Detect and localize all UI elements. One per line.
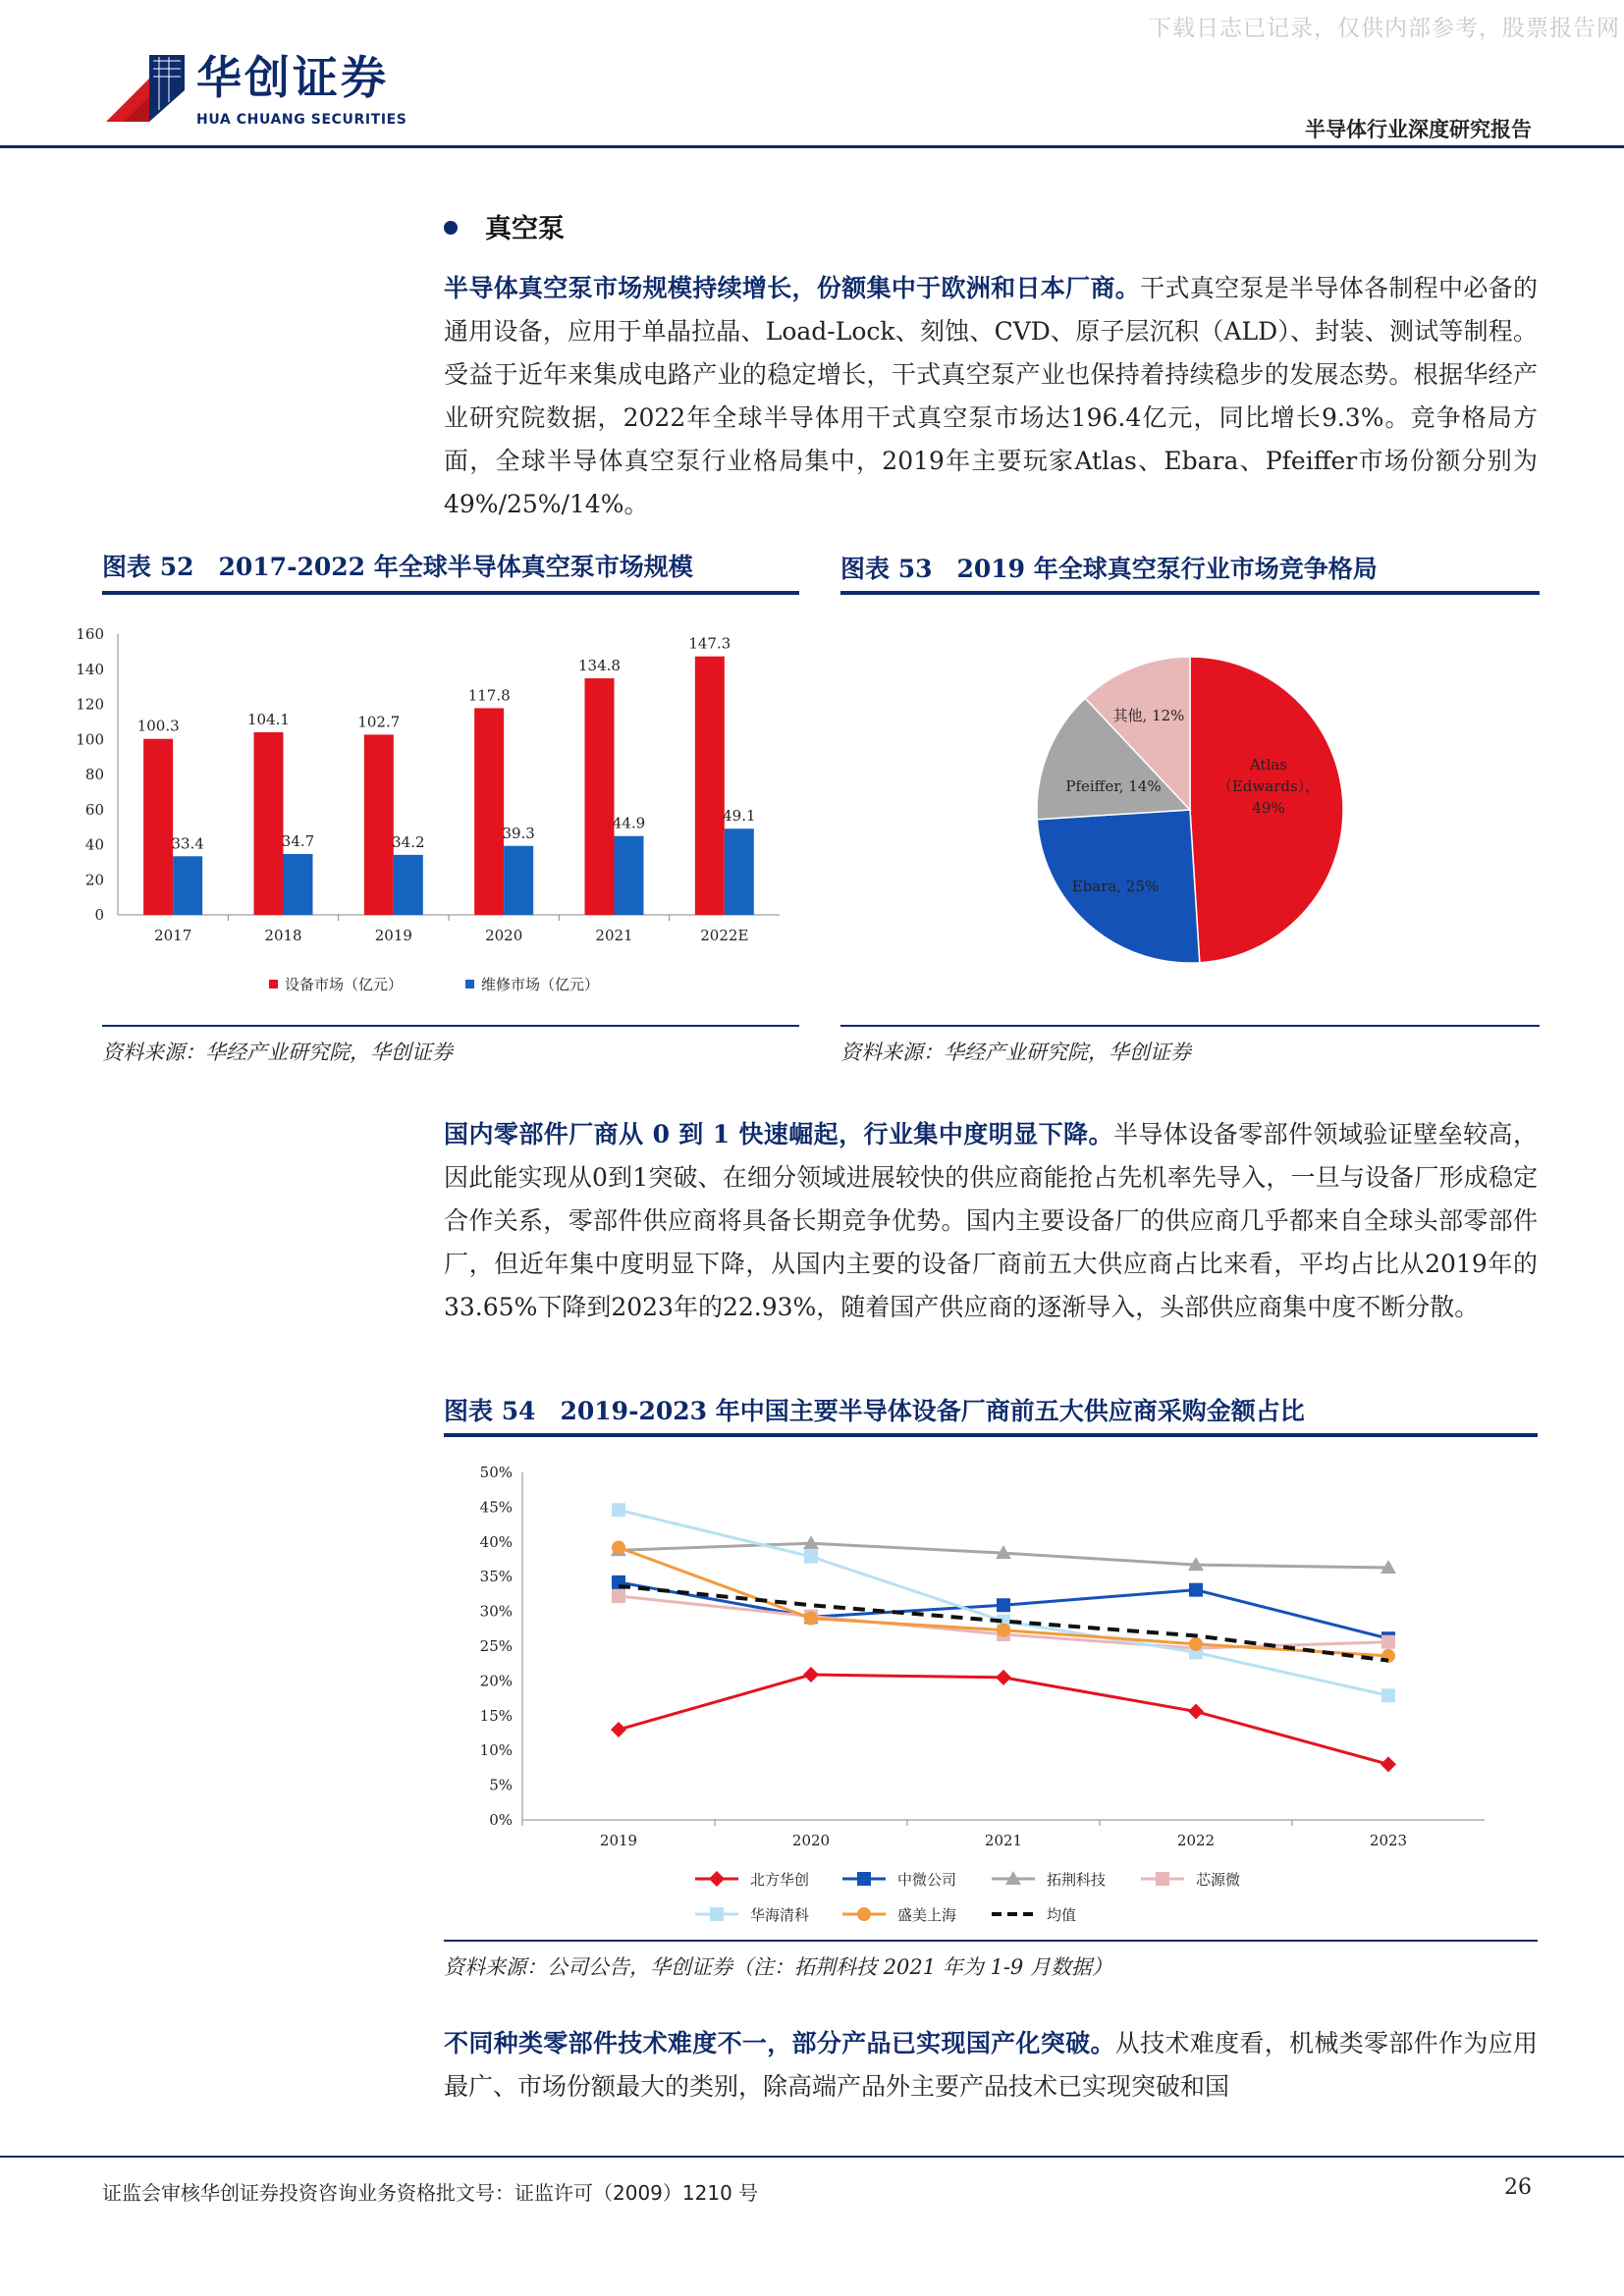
y-tick-label: 100 [76,730,104,749]
data-point [996,1670,1011,1685]
data-point [803,1667,819,1682]
data-point [1188,1704,1204,1720]
slice-label: （Edwards）， [1217,777,1321,795]
data-label: 104.1 [247,710,290,728]
data-label: 117.8 [467,686,511,705]
bar-maintenance [725,828,754,915]
data-point [1189,1637,1203,1651]
data-point [804,1550,818,1564]
figure-54-source: 资料来源：公司公告，华创证券（注：拓荆科技 2021 年为 1-9 月数据） [444,1955,1112,1979]
data-point [611,1722,626,1737]
y-tick-label: 25% [479,1637,513,1655]
paragraph-body: 从技术难度看，机械类零部件作为应用最广、市场份额最大的类别，除高端产品外主要产品技术已实现突破和国 [444,2029,1538,2101]
figure-53-bottom-rule [840,1025,1540,1027]
x-tick-label: 2023 [1369,1832,1408,1849]
slice-label: Atlas [1249,756,1288,774]
paragraph-body: 半导体设备零部件领域验证壁垒较高，因此能实现从0到1突破、在细分领域进展较快的供应商能抢占先机率先导入，一旦与设备厂形成稳定合作关系，零部件供应商将具备长期竞争优势。国内主要设备厂的供应商几乎都来自全球头部零部件厂，但近年集中度明显下降，从国内主要的设备厂商前五大供应商占比来看，平均占比从2019年的33.65%下降到2023年的22.93%，随着国产供应商的逐渐导入，头部供应商集中度不断分散。 [444,1120,1538,1321]
bar-equipment [585,678,615,915]
figure-53-source: 资料来源：华经产业研究院，华创证券 [840,1041,1191,1064]
legend-marker [857,1872,871,1886]
y-tick-label: 60 [84,800,104,819]
data-point [1189,1583,1203,1597]
paragraph-lead: 国内零部件厂商从 0 到 1 快速崛起，行业集中度明显下降。 [444,1120,1113,1148]
footer-rule [0,2156,1624,2158]
x-tick-label: 2019 [374,927,412,944]
legend-label: 盛美上海 [897,1906,957,1924]
footer-license: 证监会审核华创证券投资咨询业务资格批文号：证监许可（2009）1210 号 [102,2181,759,2205]
page-number: 26 [1504,2175,1532,2200]
bullet-icon [444,221,458,235]
pie-chart-vacuum-pump-share [840,599,1540,1011]
bar-equipment [364,734,394,915]
slice-label: Ebara, 25% [1071,878,1160,895]
x-tick-label: 2020 [791,1832,831,1849]
bar-equipment [254,732,284,915]
data-label: 34.7 [281,831,315,850]
legend-label: 华海清科 [750,1906,810,1924]
bar-equipment [695,657,725,915]
x-tick-label: 2019 [599,1832,638,1849]
figure-54-rule [444,1433,1538,1437]
data-point [1381,1635,1395,1649]
paragraph-body: 干式真空泵是半导体各制程中必备的通用设备，应用于单晶拉晶、Load-Lock、刻蚀、CVD、原子层沉积（ALD）、封装、测试等制程。受益于近年来集成电路产业的稳定增长，干式真空泵产业也保持着持续稳步的发展态势。根据华经产业研究院数据，2022年全球半导体用干式真空泵市场达196.4亿元，同比增长9.3%。竞争格局方面，全球半导体真空泵行业格局集中，2019年主要玩家Atlas、Ebara、Pfeiffer市场份额分别为49%/25%/14%。 [444,274,1538,518]
line-chart-supplier-concentration [444,1441,1538,1936]
bar-maintenance [504,846,533,915]
data-point [804,1612,818,1626]
paragraph-lead: 不同种类零部件技术难度不一，部分产品已实现国产化突破。 [444,2029,1115,2057]
x-tick-label: 2018 [264,927,302,944]
y-tick-label: 20% [479,1672,513,1690]
slice-label: Pfeiffer, 14% [1065,777,1162,795]
y-tick-label: 15% [479,1706,513,1725]
report-title: 半导体行业深度研究报告 [1305,118,1532,141]
y-tick-label: 10% [479,1741,513,1760]
y-tick-label: 120 [76,695,104,714]
data-label: 100.3 [136,717,180,735]
y-tick-label: 0 [94,906,104,924]
paragraph-vacuum-pump [444,267,1538,526]
data-label: 34.2 [392,832,425,851]
y-tick-label: 20 [84,871,104,889]
data-label: 147.3 [688,634,731,653]
x-tick-label: 2017 [154,927,192,944]
figure-52-title: 图表 52 2017-2022 年全球半导体真空泵市场规模 [102,553,693,581]
figure-53-rule [840,591,1540,595]
section-heading [444,207,565,245]
figure-52-bottom-rule [102,1025,799,1027]
legend-marker [709,1871,725,1887]
header-rule [0,145,1624,148]
legend-label: 芯源微 [1196,1871,1241,1889]
data-point [612,1503,625,1517]
legend-swatch [269,980,278,988]
company-logo [102,51,189,126]
legend-label: 北方华创 [750,1871,810,1889]
y-tick-label: 0% [489,1811,513,1829]
data-point [1381,1688,1395,1702]
data-point [1380,1756,1396,1772]
data-point [612,1589,625,1603]
paragraph-lead: 半导体真空泵市场规模持续增长，份额集中于欧洲和日本厂商。 [444,274,1141,302]
bar-maintenance [173,856,202,915]
x-tick-label: 2021 [595,927,633,944]
bar-maintenance [615,836,644,915]
y-tick-label: 160 [76,625,104,643]
y-tick-label: 80 [84,766,104,783]
data-point [997,1598,1010,1612]
legend-swatch [465,980,474,988]
series-line [619,1675,1388,1764]
slice-label: 其他, 12% [1112,707,1185,724]
y-tick-label: 50% [479,1464,513,1481]
bar-maintenance [394,855,423,915]
figure-52-rule [102,591,799,595]
legend-marker [1156,1872,1169,1886]
x-tick-label: 2022E [700,927,749,944]
x-tick-label: 2020 [485,927,523,944]
y-tick-label: 5% [489,1776,513,1794]
data-label: 134.8 [578,657,621,675]
paragraph-component-difficulty [444,2022,1538,2109]
bar-equipment [143,739,173,915]
section-title: 真空泵 [485,214,565,244]
legend-label: 设备市场（亿元） [285,976,404,993]
legend-label: 维修市场（亿元） [481,976,600,993]
figure-52-source: 资料来源：华经产业研究院，华创证券 [102,1041,453,1064]
bar-maintenance [284,854,313,915]
data-label: 49.1 [723,807,756,826]
x-tick-label: 2021 [984,1832,1023,1849]
brand-name-en: HUA CHUANG SECURITIES [196,112,407,128]
legend-label: 中微公司 [897,1871,957,1889]
watermark: 下载日志已记录，仅供内部参考，股票报告网 [1149,16,1620,41]
bar-equipment [474,708,504,915]
x-tick-label: 2022 [1176,1832,1216,1849]
data-label: 44.9 [612,814,646,832]
data-label: 33.4 [171,834,204,853]
legend-marker [710,1907,724,1921]
legend-marker [857,1907,871,1921]
figure-54-title: 图表 54 2019-2023 年中国主要半导体设备厂商前五大供应商采购金额占比 [444,1397,1305,1425]
figure-53-title: 图表 53 2019 年全球真空泵行业市场竞争格局 [840,555,1378,583]
brand-name-cn: 华创证券 [196,51,389,104]
y-tick-label: 30% [479,1602,513,1621]
legend-label: 拓荆科技 [1047,1871,1107,1889]
y-tick-label: 35% [479,1568,513,1586]
slice-label: 49% [1252,799,1285,817]
legend-label: 均值 [1047,1906,1077,1924]
y-tick-label: 40 [84,835,104,854]
y-tick-label: 45% [479,1498,513,1517]
paragraph-domestic-suppliers [444,1113,1538,1329]
bar-chart-vacuum-pump-market [76,599,799,1011]
data-label: 39.3 [502,824,535,842]
data-point [997,1624,1010,1637]
y-tick-label: 140 [76,660,104,678]
data-label: 102.7 [357,713,401,731]
data-point [612,1540,625,1554]
figure-54-bottom-rule [444,1940,1538,1942]
y-tick-label: 40% [479,1532,513,1551]
